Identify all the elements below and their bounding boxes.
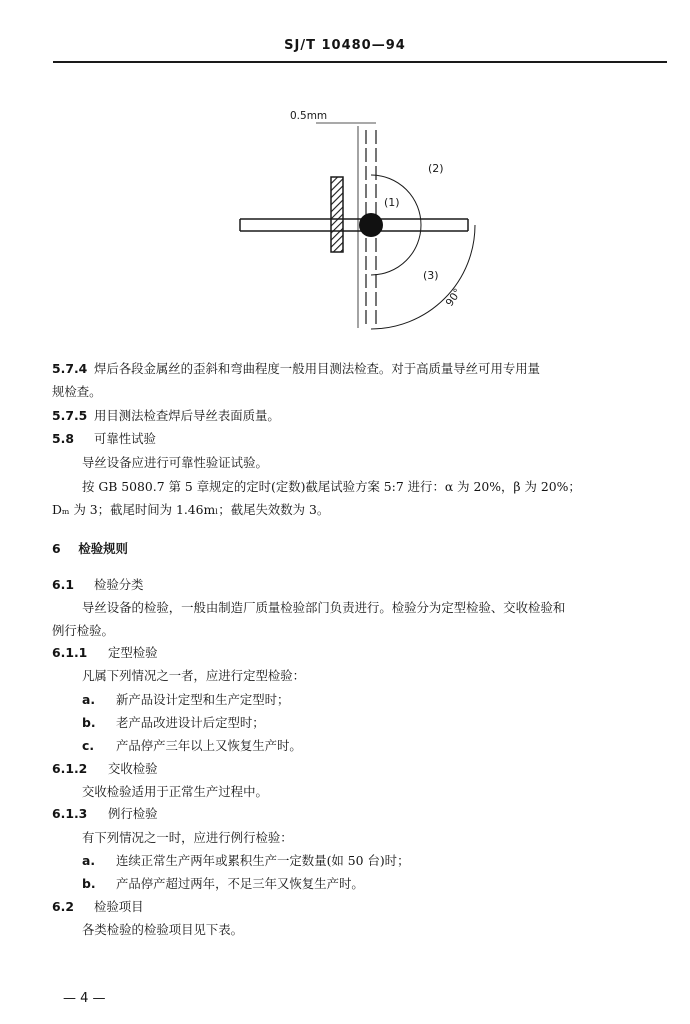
label-1: (1)	[384, 196, 400, 209]
clause-5-7-4-line-1	[52, 361, 540, 377]
section-number: 6	[52, 541, 61, 556]
label-angle: 90°	[443, 286, 465, 309]
clause-5-8-para-3: Dₘ 为 3；截尾时间为 1.46mₗ；截尾失效数为 3。	[52, 502, 330, 517]
list-marker: b.	[82, 876, 96, 891]
label-2: (2)	[428, 162, 444, 175]
list-text: 连续正常生产两年或累积生产一定数量(如 50 台)时；	[115, 853, 410, 868]
clause-number: 6.1.1	[52, 645, 88, 660]
list-text: 老产品改进设计后定型时；	[115, 715, 265, 730]
clause-number: 5.7.4	[52, 361, 88, 376]
list-text: 产品停产超过两年，不足三年又恢复生产时。	[115, 876, 364, 891]
list-marker: c.	[82, 738, 95, 753]
clause-number: 6.1.2	[52, 761, 88, 776]
clause-number: 5.8	[52, 431, 74, 446]
list-marker: a.	[82, 853, 96, 868]
clause-number: 6.2	[52, 899, 74, 914]
clause-title: 定型检验	[107, 645, 158, 660]
section-6-heading	[52, 541, 128, 557]
clause-title: 例行检验	[107, 806, 158, 821]
weld-diagram-svg	[230, 100, 490, 340]
clause-6-1-para-2: 例行检验。	[52, 623, 114, 638]
list-item	[82, 876, 364, 892]
clause-6-1-2-text: 交收检验适用于正常生产过程中。	[82, 784, 268, 799]
clause-5-8-heading	[52, 431, 156, 447]
clause-6-2-heading	[52, 899, 144, 915]
page-number: — 4 —	[63, 991, 106, 1006]
clause-number: 5.7.5	[52, 408, 88, 423]
clause-text: 用目测法检查焊后导丝表面质量。	[93, 408, 280, 423]
clause-title: 可靠性试验	[93, 431, 156, 446]
weld-ball	[359, 213, 383, 237]
label-3: (3)	[423, 269, 439, 282]
clause-number: 6.1.3	[52, 806, 88, 821]
list-text: 新产品设计定型和生产定型时；	[115, 692, 290, 707]
clause-6-1-para-1: 导丝设备的检验，一般由制造厂质量检验部门负责进行。检验分为定型检验、交收检验和	[82, 600, 566, 615]
list-text: 产品停产三年以上又恢复生产时。	[115, 738, 302, 753]
clause-6-1-2-heading	[52, 761, 158, 777]
list-marker: b.	[82, 715, 96, 730]
clause-6-1-heading	[52, 577, 144, 593]
clause-5-8-para-1: 导丝设备应进行可靠性验证试验。	[82, 455, 268, 470]
clamp-block	[331, 177, 343, 252]
clause-title: 检验项目	[93, 899, 144, 914]
clause-5-8-para-2: 按 GB 5080.7 第 5 章规定的定时(定数)截尾试验方案 5:7 进行：α 为 20%，β 为 20%；	[82, 479, 581, 494]
clause-5-7-5	[52, 408, 280, 424]
clause-6-1-1-intro: 凡属下列情况之一者，应进行定型检验：	[82, 668, 306, 683]
list-item	[82, 738, 302, 754]
list-item	[82, 715, 265, 731]
clause-title: 交收检验	[107, 761, 158, 776]
section-title: 检验规则	[78, 541, 128, 556]
label-gap: 0.5mm	[290, 110, 328, 122]
header-rule	[53, 61, 667, 63]
clause-6-2-text: 各类检验的检验项目见下表。	[82, 922, 244, 937]
document-code: SJ/T 10480—94	[284, 38, 406, 53]
list-item	[82, 853, 409, 869]
list-marker: a.	[82, 692, 96, 707]
clause-6-1-1-heading	[52, 645, 158, 661]
clause-6-1-3-intro: 有下列情况之一时，应进行例行检验：	[82, 830, 293, 845]
weld-diagram	[230, 100, 490, 340]
clause-6-1-3-heading	[52, 806, 158, 822]
clause-text: 焊后各段金属丝的歪斜和弯曲程度一般用目测法检查。对于高质量导丝可用专用量	[93, 361, 541, 376]
clause-5-7-4-line-2: 规检查。	[52, 384, 102, 399]
clause-number: 6.1	[52, 577, 74, 592]
list-item	[82, 692, 289, 708]
clause-title: 检验分类	[93, 577, 144, 592]
